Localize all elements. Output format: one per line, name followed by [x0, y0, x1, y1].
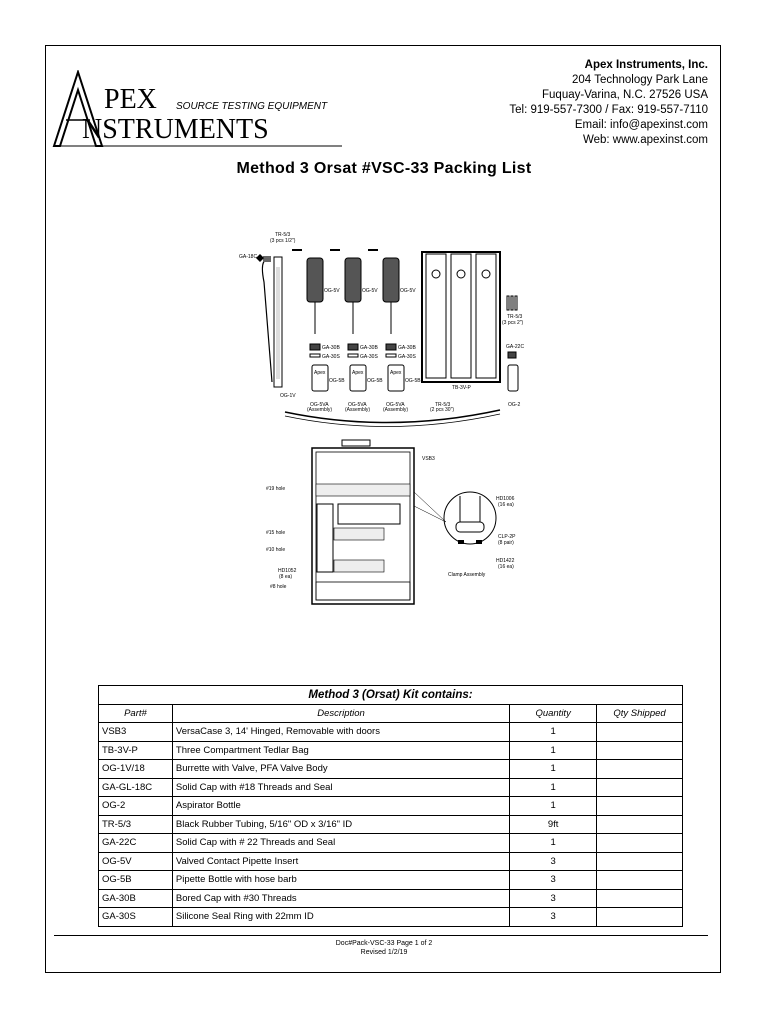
- table-row: [99, 778, 683, 797]
- label-assembly-1: (Assembly): [307, 407, 333, 413]
- cell-part: VSB3: [99, 723, 173, 742]
- table-row: [99, 889, 683, 908]
- label-ga30b-1: GA-30B: [322, 345, 340, 351]
- header-part: Part#: [99, 704, 173, 723]
- cell-qty-shipped[interactable]: [597, 908, 683, 927]
- header-quantity: Quantity: [510, 704, 597, 723]
- cell-quantity: 3: [510, 871, 597, 890]
- label-vsb3: VSB3: [422, 456, 435, 462]
- cell-qty-shipped[interactable]: [597, 852, 683, 871]
- label-bottle-brand-1: Apex: [314, 370, 326, 376]
- label-hole19: #19 hole: [266, 486, 286, 492]
- label-ga30s-2: GA-30S: [360, 354, 378, 360]
- label-hole8: #8 hole: [270, 584, 287, 590]
- label-clamp-assembly: Clamp Assembly: [448, 572, 486, 578]
- cell-quantity: 1: [510, 778, 597, 797]
- label-og2: OG-2: [508, 402, 521, 408]
- header-qty-shipped: Qty Shipped: [597, 704, 683, 723]
- cell-qty-shipped[interactable]: [597, 760, 683, 779]
- company-web: Web: www.apexinst.com: [582, 134, 708, 146]
- logo-word-apex: PEX: [104, 84, 157, 115]
- cell-part: OG-5V: [99, 852, 173, 871]
- cell-part: OG-2: [99, 797, 173, 816]
- label-og1v: OG-1V: [280, 393, 296, 399]
- kit-contents-table: [98, 685, 683, 927]
- footer-revised: Revised 1/2/19: [360, 949, 408, 956]
- cell-quantity: 1: [510, 834, 597, 853]
- cell-qty-shipped[interactable]: [597, 778, 683, 797]
- page-title: Method 3 Orsat #VSC-33 Packing List: [236, 160, 532, 177]
- label-bottle-brand-2: Apex: [352, 370, 364, 376]
- label-ga30b-3: GA-30B: [398, 345, 416, 351]
- cell-qty-shipped[interactable]: [597, 741, 683, 760]
- label-og5va-3: OG-5VA: [386, 402, 405, 408]
- label-hd1422: HD1422: [496, 558, 515, 564]
- company-phone: Tel: 919-557-7300 / Fax: 919-557-7110: [509, 104, 708, 116]
- footer-doc-id: Doc#Pack-VSC-33 Page 1 of 2: [335, 940, 433, 947]
- cell-qty-shipped[interactable]: [597, 723, 683, 742]
- cell-quantity: 1: [510, 741, 597, 760]
- company-address-1: 204 Technology Park Lane: [572, 74, 708, 86]
- table-row: [99, 852, 683, 871]
- label-og5v-2: OG-5V: [362, 288, 378, 294]
- cell-quantity: 3: [510, 908, 597, 927]
- cell-description: Black Rubber Tubing, 5/16" OD x 3/16" ID: [172, 815, 509, 834]
- cell-description: Aspirator Bottle: [172, 797, 509, 816]
- label-hd1006: HD1006: [496, 496, 515, 502]
- company-email: Email: info@apexinst.com: [574, 119, 708, 131]
- cell-description: Pipette Bottle with hose barb: [172, 871, 509, 890]
- label-tr53-bottom-qty: (2 pcs 30"): [430, 407, 455, 413]
- cell-part: GA-22C: [99, 834, 173, 853]
- label-clp2p: CLP-2P: [498, 534, 516, 540]
- table-header-row: [99, 704, 683, 723]
- label-og5va-2: OG-5VA: [348, 402, 367, 408]
- cell-part: TB-3V-P: [99, 741, 173, 760]
- label-assembly-3: (Assembly): [383, 407, 409, 413]
- label-ga30b-2: GA-30B: [360, 345, 378, 351]
- cell-quantity: 1: [510, 760, 597, 779]
- cell-description: Bored Cap with #30 Threads: [172, 889, 509, 908]
- label-ga22c: GA-22C: [506, 344, 525, 350]
- table-row: [99, 908, 683, 927]
- label-hole15: #15 hole: [266, 530, 286, 536]
- label-clp2p-qty: (8 pair): [498, 540, 514, 546]
- header-description: Description: [172, 704, 509, 723]
- company-info: [509, 58, 708, 148]
- cell-quantity: 1: [510, 723, 597, 742]
- label-hd1006-qty: (16 ea): [498, 502, 514, 508]
- label-tr53-bottom: TR-5/3: [435, 402, 451, 408]
- label-og5b-2: OG-5B: [367, 378, 383, 384]
- table-row: [99, 797, 683, 816]
- cell-description: Silicone Seal Ring with 22mm ID: [172, 908, 509, 927]
- table-caption: Method 3 (Orsat) Kit contains:: [99, 686, 683, 705]
- kit-diagram: [230, 222, 530, 632]
- cell-part: TR-5/3: [99, 815, 173, 834]
- table-row: [99, 741, 683, 760]
- label-tr53-right-qty: (3 pcs 2"): [502, 320, 524, 326]
- label-bottle-brand-3: Apex: [390, 370, 402, 376]
- label-og5b-1: OG-5B: [329, 378, 345, 384]
- footer: [0, 939, 768, 957]
- label-hole10: #10 hole: [266, 547, 286, 553]
- table-row: [99, 723, 683, 742]
- label-tr53-top: TR-5/3: [275, 232, 291, 238]
- cell-qty-shipped[interactable]: [597, 889, 683, 908]
- cell-description: Three Compartment Tedlar Bag: [172, 741, 509, 760]
- label-ga30s-3: GA-30S: [398, 354, 416, 360]
- cell-description: Valved Contact Pipette Insert: [172, 852, 509, 871]
- logo-word-instruments: NSTRUMENTS: [82, 114, 269, 145]
- cell-part: GA-30S: [99, 908, 173, 927]
- cell-description: VersaCase 3, 14' Hinged, Removable with doors: [172, 723, 509, 742]
- cell-qty-shipped[interactable]: [597, 871, 683, 890]
- cell-part: GA-GL-18C: [99, 778, 173, 797]
- table-row: [99, 760, 683, 779]
- apex-logo: [52, 70, 352, 150]
- label-tb3vp: TB-3V-P: [452, 385, 471, 391]
- cell-part: OG-5B: [99, 871, 173, 890]
- cell-description: Solid Cap with # 22 Threads and Seal: [172, 834, 509, 853]
- company-address-2: Fuquay-Varina, N.C. 27526 USA: [542, 89, 708, 101]
- label-hd1052: HD1052: [278, 568, 297, 574]
- table-row: [99, 834, 683, 853]
- label-og5va-1: OG-5VA: [310, 402, 329, 408]
- cell-qty-shipped[interactable]: [597, 797, 683, 816]
- cell-qty-shipped[interactable]: [597, 815, 683, 834]
- cell-part: GA-30B: [99, 889, 173, 908]
- cell-description: Solid Cap with #18 Threads and Seal: [172, 778, 509, 797]
- table-row: [99, 871, 683, 890]
- label-tr53-top-qty: (3 pcs 1/2"): [270, 238, 296, 244]
- label-og5v-3: OG-5V: [400, 288, 416, 294]
- cell-quantity: 1: [510, 797, 597, 816]
- label-og5b-3: OG-5B: [405, 378, 421, 384]
- label-assembly-2: (Assembly): [345, 407, 371, 413]
- label-hd1052-qty: (8 ea): [279, 574, 293, 580]
- label-tr53-right: TR-5/3: [507, 314, 523, 320]
- cell-qty-shipped[interactable]: [597, 834, 683, 853]
- cell-quantity: 3: [510, 852, 597, 871]
- logo-tagline: SOURCE TESTING EQUIPMENT: [176, 101, 328, 112]
- cell-part: OG-1V/18: [99, 760, 173, 779]
- company-name: Apex Instruments, Inc.: [584, 59, 708, 71]
- table-row: [99, 815, 683, 834]
- cell-quantity: 9ft: [510, 815, 597, 834]
- cell-description: Burrette with Valve, PFA Valve Body: [172, 760, 509, 779]
- cell-quantity: 3: [510, 889, 597, 908]
- label-og5v-1: OG-5V: [324, 288, 340, 294]
- label-ga18c: GA-18C: [239, 254, 258, 260]
- footer-divider: [54, 935, 708, 936]
- label-hd1422-qty: (16 ea): [498, 564, 514, 570]
- label-ga30s-1: GA-30S: [322, 354, 340, 360]
